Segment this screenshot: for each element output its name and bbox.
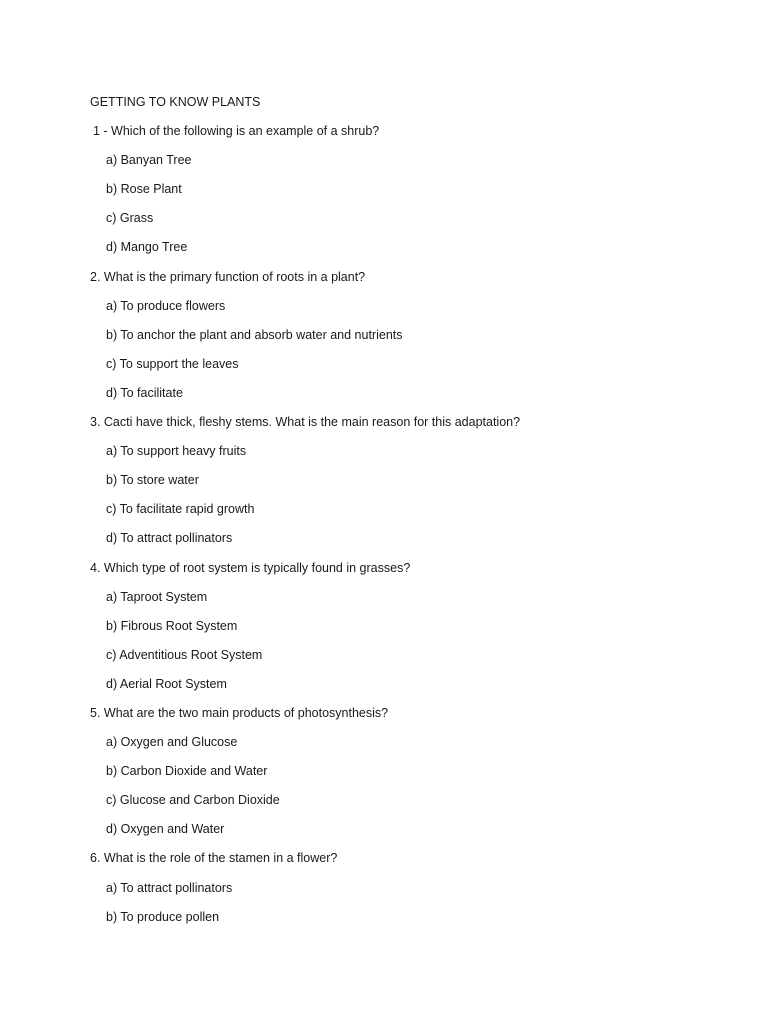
question-2: 2. What is the primary function of roots in a plant? — [90, 269, 366, 284]
question-4-option-d: d) Aerial Root System — [106, 676, 227, 691]
question-5-option-d: d) Oxygen and Water — [106, 822, 225, 837]
document-content — [90, 93, 730, 937]
question-3-option-d: d) To attract pollinators — [106, 531, 233, 546]
question-3-option-c: c) To facilitate rapid growth — [106, 502, 255, 517]
question-1-option-d: d) Mango Tree — [106, 240, 188, 255]
question-6-option-b: b) To produce pollen — [106, 909, 220, 924]
question-5-option-b: b) Carbon Dioxide and Water — [106, 764, 268, 779]
question-4: 4. Which type of root system is typically found in grasses? — [90, 560, 411, 575]
page-title: GETTING TO KNOW PLANTS — [90, 95, 261, 109]
question-2-option-d: d) To facilitate — [106, 385, 183, 400]
question-3-option-a: a) To support heavy fruits — [106, 444, 247, 459]
question-2-option-c: c) To support the leaves — [106, 356, 239, 371]
question-3: 3. Cacti have thick, fleshy stems. What is the main reason for this adaptation? — [90, 415, 521, 430]
question-2-option-a: a) To produce flowers — [106, 298, 226, 313]
question-1-option-a: a) Banyan Tree — [106, 153, 192, 168]
question-6: 6. What is the role of the stamen in a flower? — [90, 851, 338, 866]
question-5-option-a: a) Oxygen and Glucose — [106, 735, 238, 750]
question-4-option-b: b) Fibrous Root System — [106, 618, 238, 633]
question-5: 5. What are the two main products of photosynthesis? — [90, 705, 389, 720]
question-5-option-c: c) Glucose and Carbon Dioxide — [106, 793, 280, 808]
question-3-option-b: b) To store water — [106, 473, 199, 488]
question-2-option-b: b) To anchor the plant and absorb water and nutrients — [106, 327, 403, 342]
question-4-option-c: c) Adventitious Root System — [106, 647, 263, 662]
question-6-option-a: a) To attract pollinators — [106, 880, 233, 895]
question-1-option-c: c) Grass — [106, 211, 154, 226]
question-4-option-a: a) Taproot System — [106, 589, 208, 604]
question-1-option-b: b) Rose Plant — [106, 182, 182, 197]
question-1: 1 - Which of the following is an example of a shrub? — [93, 124, 380, 139]
